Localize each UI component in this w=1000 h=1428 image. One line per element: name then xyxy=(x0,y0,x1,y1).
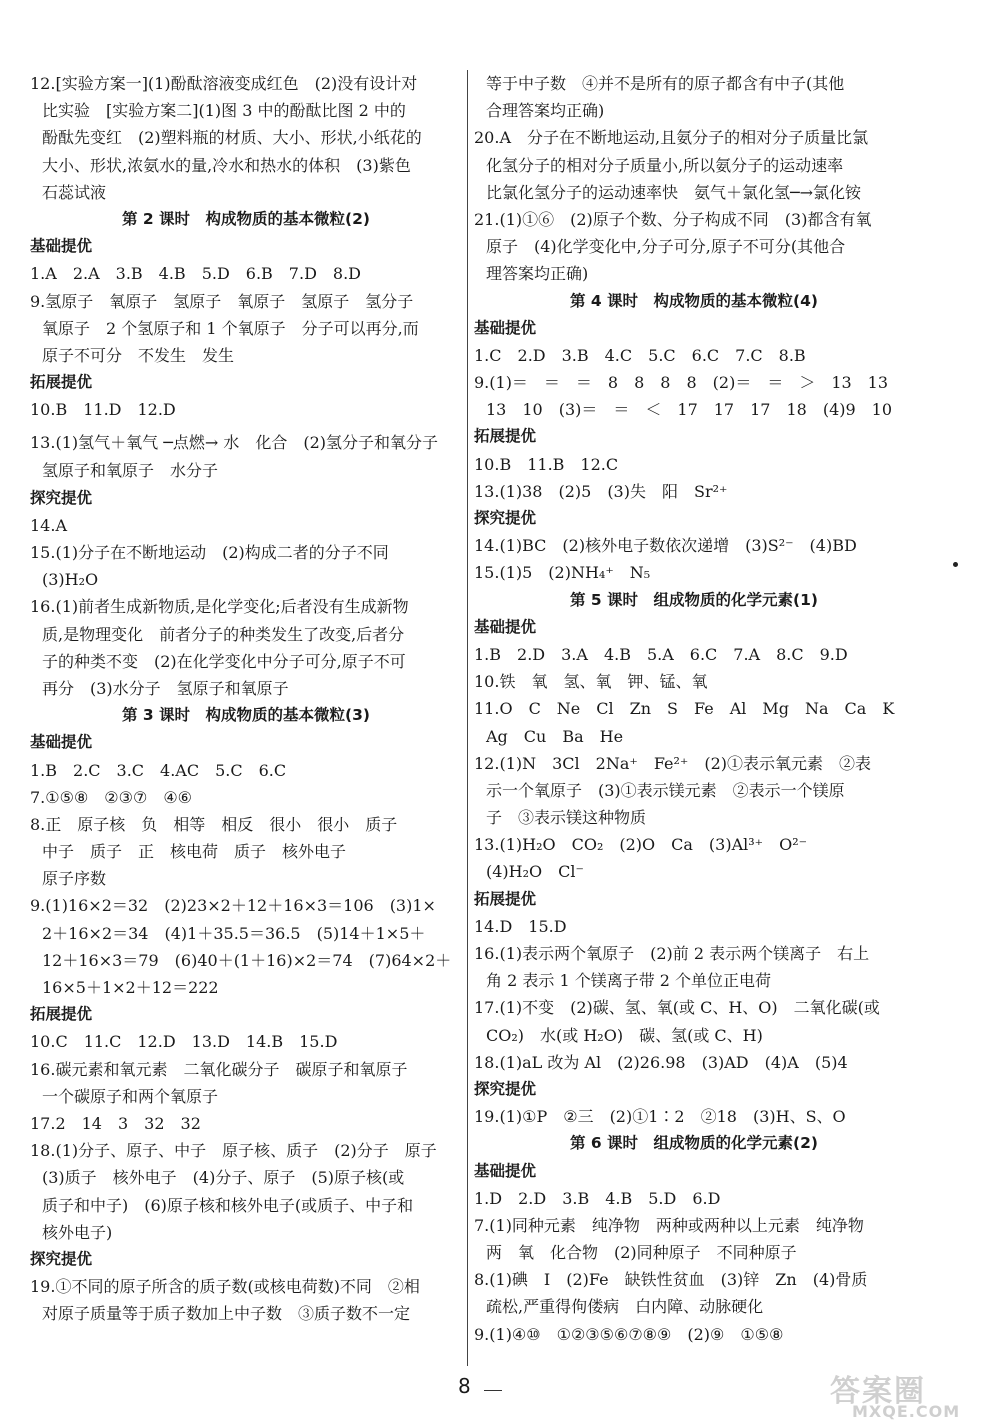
answer-line: 理答案均正确) xyxy=(486,264,589,284)
answer-line: 11.O C Ne Cl Zn S Fe Al Mg Na Ca K xyxy=(474,699,895,719)
answer-line: 9.(1)＝ ＝ ＝ 8 8 8 8 (2)＝ ＝ ＞ 13 13 xyxy=(474,373,889,393)
answer-line: 疏松,严重得佝偻病 白内障、动脉硬化 xyxy=(486,1297,764,1317)
section-label: 探究提优 xyxy=(474,509,537,527)
answer-line: 化氢分子的相对分子质量小,所以氨分子的运动速率 xyxy=(486,155,844,175)
answer-line: 10.B 11.B 12.C xyxy=(474,454,619,474)
answer-line: 一个碳原子和两个氧原子 xyxy=(42,1086,219,1106)
answer-line: 13 10 (3)＝ ＝ ＜ 17 17 17 18 (4)9 10 xyxy=(486,400,893,420)
answer-line: (3)质子 核外电子 (4)分子、原子 (5)原子核(或 xyxy=(42,1168,405,1188)
watermark-domain: MXQE.COM xyxy=(852,1402,961,1421)
answer-line: 15.(1)分子在不断地运动 (2)构成二者的分子不同 xyxy=(30,543,389,562)
answer-line: CO₂) 水(或 H₂O) 碳、氢(或 C、H) xyxy=(486,1025,763,1045)
section-label: 基础提优 xyxy=(474,318,537,337)
answer-line: 16.(1)前者生成新物质,是化学变化;后者没有生成新物 xyxy=(30,597,409,617)
answer-line: 氢原子和氧原子 水分子 xyxy=(42,461,219,481)
answer-line: 18.(1)分子、原子、中子 原子核、质子 (2)分子 原子 xyxy=(30,1141,437,1161)
answer-line: 12＋16×3＝79 (6)40＋(1＋16)×2＝74 (7)64×2＋ xyxy=(42,950,452,970)
answer-line: 12.(1)N 3Cl 2Na⁺ Fe²⁺ (2)①表示氧元素 ②表 xyxy=(474,753,872,773)
lesson-heading: 第 6 课时 组成物质的化学元素(2) xyxy=(569,1134,819,1153)
answer-line: 13.(1)H₂O CO₂ (2)O Ca (3)Al³⁺ O²⁻ xyxy=(474,835,808,855)
answer-line: 15.(1)5 (2)NH₄⁺ N₅ xyxy=(474,563,651,583)
answer-line: 7.(1)同种元素 纯净物 两种或两种以上元素 纯净物 xyxy=(474,1215,864,1235)
answer-line: 9.(1)16×2＝32 (2)23×2＋12＋16×3＝106 (3)1× xyxy=(30,896,436,916)
answer-line: (4)H₂O Cl⁻ xyxy=(486,862,584,882)
section-label: 基础提优 xyxy=(30,733,93,752)
lesson-heading: 第 2 课时 构成物质的基本微粒(2) xyxy=(121,209,371,228)
column-divider xyxy=(467,70,468,1366)
answer-line: 酚酞先变红 (2)塑料瓶的材质、大小、形状,小纸花的 xyxy=(42,128,422,148)
watermark-title: 答案圈 xyxy=(830,1374,926,1409)
answer-line: 1.B 2.C 3.C 4.AC 5.C 6.C xyxy=(30,760,287,780)
answer-line: 子的种类不变 (2)在化学变化中分子可分,原子不可 xyxy=(42,651,406,671)
answer-line: 7.①⑤⑧ ②③⑦ ④⑥ xyxy=(30,787,193,807)
answer-line: 对原子质量等于质子数加上中子数 ③质子数不一定 xyxy=(42,1304,411,1324)
answer-line: 石蕊试液 xyxy=(42,182,107,202)
answer-line: 1.D 2.D 3.B 4.B 5.D 6.D xyxy=(474,1188,721,1208)
answer-line: 原子 (4)化学变化中,分子可分,原子不可分(其他合 xyxy=(486,237,846,257)
answer-line: 10.B 11.D 12.D xyxy=(30,400,176,420)
answer-line: 8.正 原子核 负 相等 相反 很小 很小 质子 xyxy=(30,814,398,834)
left-column xyxy=(30,70,462,1327)
answer-line: 氧原子 2 个氢原子和 1 个氧原子 分子可以再分,而 xyxy=(42,318,419,338)
section-label: 拓展提优 xyxy=(30,373,93,392)
page-number: 8 xyxy=(458,1374,471,1398)
answer-line: 16.(1)表示两个氧原子 (2)前 2 表示两个镁离子 右上 xyxy=(474,944,870,963)
answer-line: 2＋16×2＝34 (4)1＋35.5＝36.5 (5)14＋1×5＋ xyxy=(42,923,426,943)
lesson-heading: 第 5 课时 组成物质的化学元素(1) xyxy=(569,590,819,609)
answer-line: 16×5＋1×2＋12＝222 xyxy=(42,978,219,997)
answer-line: 19.(1)①P ②三 (2)①1∶2 ②18 (3)H、S、O xyxy=(474,1107,846,1127)
answer-line: 14.A xyxy=(30,515,67,535)
answer-line: 17.(1)不变 (2)碳、氢、氧(或 C、H、O) 二氧化碳(或 xyxy=(474,998,880,1018)
answer-line: 等于中子数 ④并不是所有的原子都含有中子(其他 xyxy=(486,74,845,93)
answer-line: 8.(1)碘 I (2)Fe 缺铁性贫血 (3)锌 Zn (4)骨质 xyxy=(474,1270,868,1290)
answer-line: 合理答案均正确) xyxy=(486,101,605,121)
answer-line: 13.(1)氢气＋氧气 ─点燃→ 水 化合 (2)氢分子和氧分子 xyxy=(30,433,438,453)
answer-line: 14.D 15.D xyxy=(474,916,567,936)
answer-line: 20.A 分子在不断地运动,且氨分子的相对分子质量比氯 xyxy=(474,128,869,148)
section-label: 基础提优 xyxy=(474,617,537,636)
answer-line: 9.氢原子 氧原子 氢原子 氧原子 氢原子 氢分子 xyxy=(30,291,414,311)
answer-line: (3)H₂O xyxy=(42,570,99,590)
answer-line: 17.2 14 3 32 32 xyxy=(30,1113,201,1133)
answer-line: 质,是物理变化 前者分子的种类发生了改变,后者分 xyxy=(42,624,405,644)
answer-line: 比氯化氢分子的运动速率快 氨气＋氯化氢─→氯化铵 xyxy=(486,182,862,202)
watermark-logo xyxy=(812,1366,992,1422)
answer-line: 子 ③表示镁这种物质 xyxy=(486,808,647,828)
answer-line: 质子和中子) (6)原子核和核外电子(或质子、中子和 xyxy=(42,1195,414,1215)
answer-line: 10.C 11.C 12.D 13.D 14.B 15.D xyxy=(30,1032,338,1052)
answer-line: 13.(1)38 (2)5 (3)失 阳 Sr²⁺ xyxy=(474,481,728,501)
section-label: 拓展提优 xyxy=(30,1005,93,1024)
answer-line: 19.①不同的原子所含的质子数(或核电荷数)不同 ②相 xyxy=(30,1277,420,1297)
section-label: 基础提优 xyxy=(30,237,93,256)
answer-line: Ag Cu Ba He xyxy=(486,726,624,746)
answer-line: 大小、形状,浓氨水的量,冷水和热水的体积 (3)紫色 xyxy=(42,155,411,175)
answer-line: 中子 质子 正 核电荷 质子 核外电子 xyxy=(42,842,347,862)
lesson-heading: 第 3 课时 构成物质的基本微粒(3) xyxy=(121,706,371,725)
section-label: 拓展提优 xyxy=(474,427,537,446)
answer-line: 1.B 2.D 3.A 4.B 5.A 6.C 7.A 8.C 9.D xyxy=(474,644,848,664)
answer-line: 比实验 [实验方案二](1)图 3 中的酚酞比图 2 中的 xyxy=(42,101,406,121)
right-column xyxy=(474,70,914,1348)
answer-line: 原子不可分 不发生 发生 xyxy=(42,345,235,365)
answer-line: 示一个氧原子 (3)①表示镁元素 ②表示一个镁原 xyxy=(486,780,845,800)
answer-line: 21.(1)①⑥ (2)原子个数、分子构成不同 (3)都含有氧 xyxy=(474,209,872,229)
answer-line: 两 氧 化合物 (2)同种原子 不同种原子 xyxy=(486,1243,797,1263)
answer-line: 9.(1)④⑩ ①②③⑤⑥⑦⑧⑨ (2)⑨ ①⑤⑧ xyxy=(474,1324,784,1344)
stray-dot-mark xyxy=(953,562,958,567)
answer-line: 10.铁 氧 氢、氧 钾、锰、氧 xyxy=(474,672,708,692)
section-label: 基础提优 xyxy=(474,1161,537,1180)
lesson-heading: 第 4 课时 构成物质的基本微粒(4) xyxy=(569,291,819,310)
section-label: 拓展提优 xyxy=(474,889,537,908)
answer-line: 原子序数 xyxy=(42,869,107,889)
answer-line: 1.C 2.D 3.B 4.C 5.C 6.C 7.C 8.B xyxy=(474,345,806,365)
section-label: 探究提优 xyxy=(474,1079,537,1098)
answer-line: 18.(1)aL 改为 Al (2)26.98 (3)AD (4)A (5)4 xyxy=(474,1052,848,1072)
answer-line: 角 2 表示 1 个镁离子带 2 个单位正电荷 xyxy=(486,971,772,991)
answer-line: 16.碳元素和氧元素 二氧化碳分子 碳原子和氧原子 xyxy=(30,1059,408,1079)
answer-line: 14.(1)BC (2)核外电子数依次递增 (3)S²⁻ (4)BD xyxy=(474,536,857,556)
answer-line: 再分 (3)水分子 氢原子和氧原子 xyxy=(42,678,289,698)
section-label: 探究提优 xyxy=(30,1249,93,1268)
answer-line: 核外电子) xyxy=(42,1222,113,1242)
answer-line: 1.A 2.A 3.B 4.B 5.D 6.B 7.D 8.D xyxy=(30,264,361,284)
page-number-dash xyxy=(484,1390,502,1391)
answer-line: 12.[实验方案一](1)酚酞溶液变成红色 (2)没有设计对 xyxy=(30,74,418,93)
section-label: 探究提优 xyxy=(30,488,93,507)
